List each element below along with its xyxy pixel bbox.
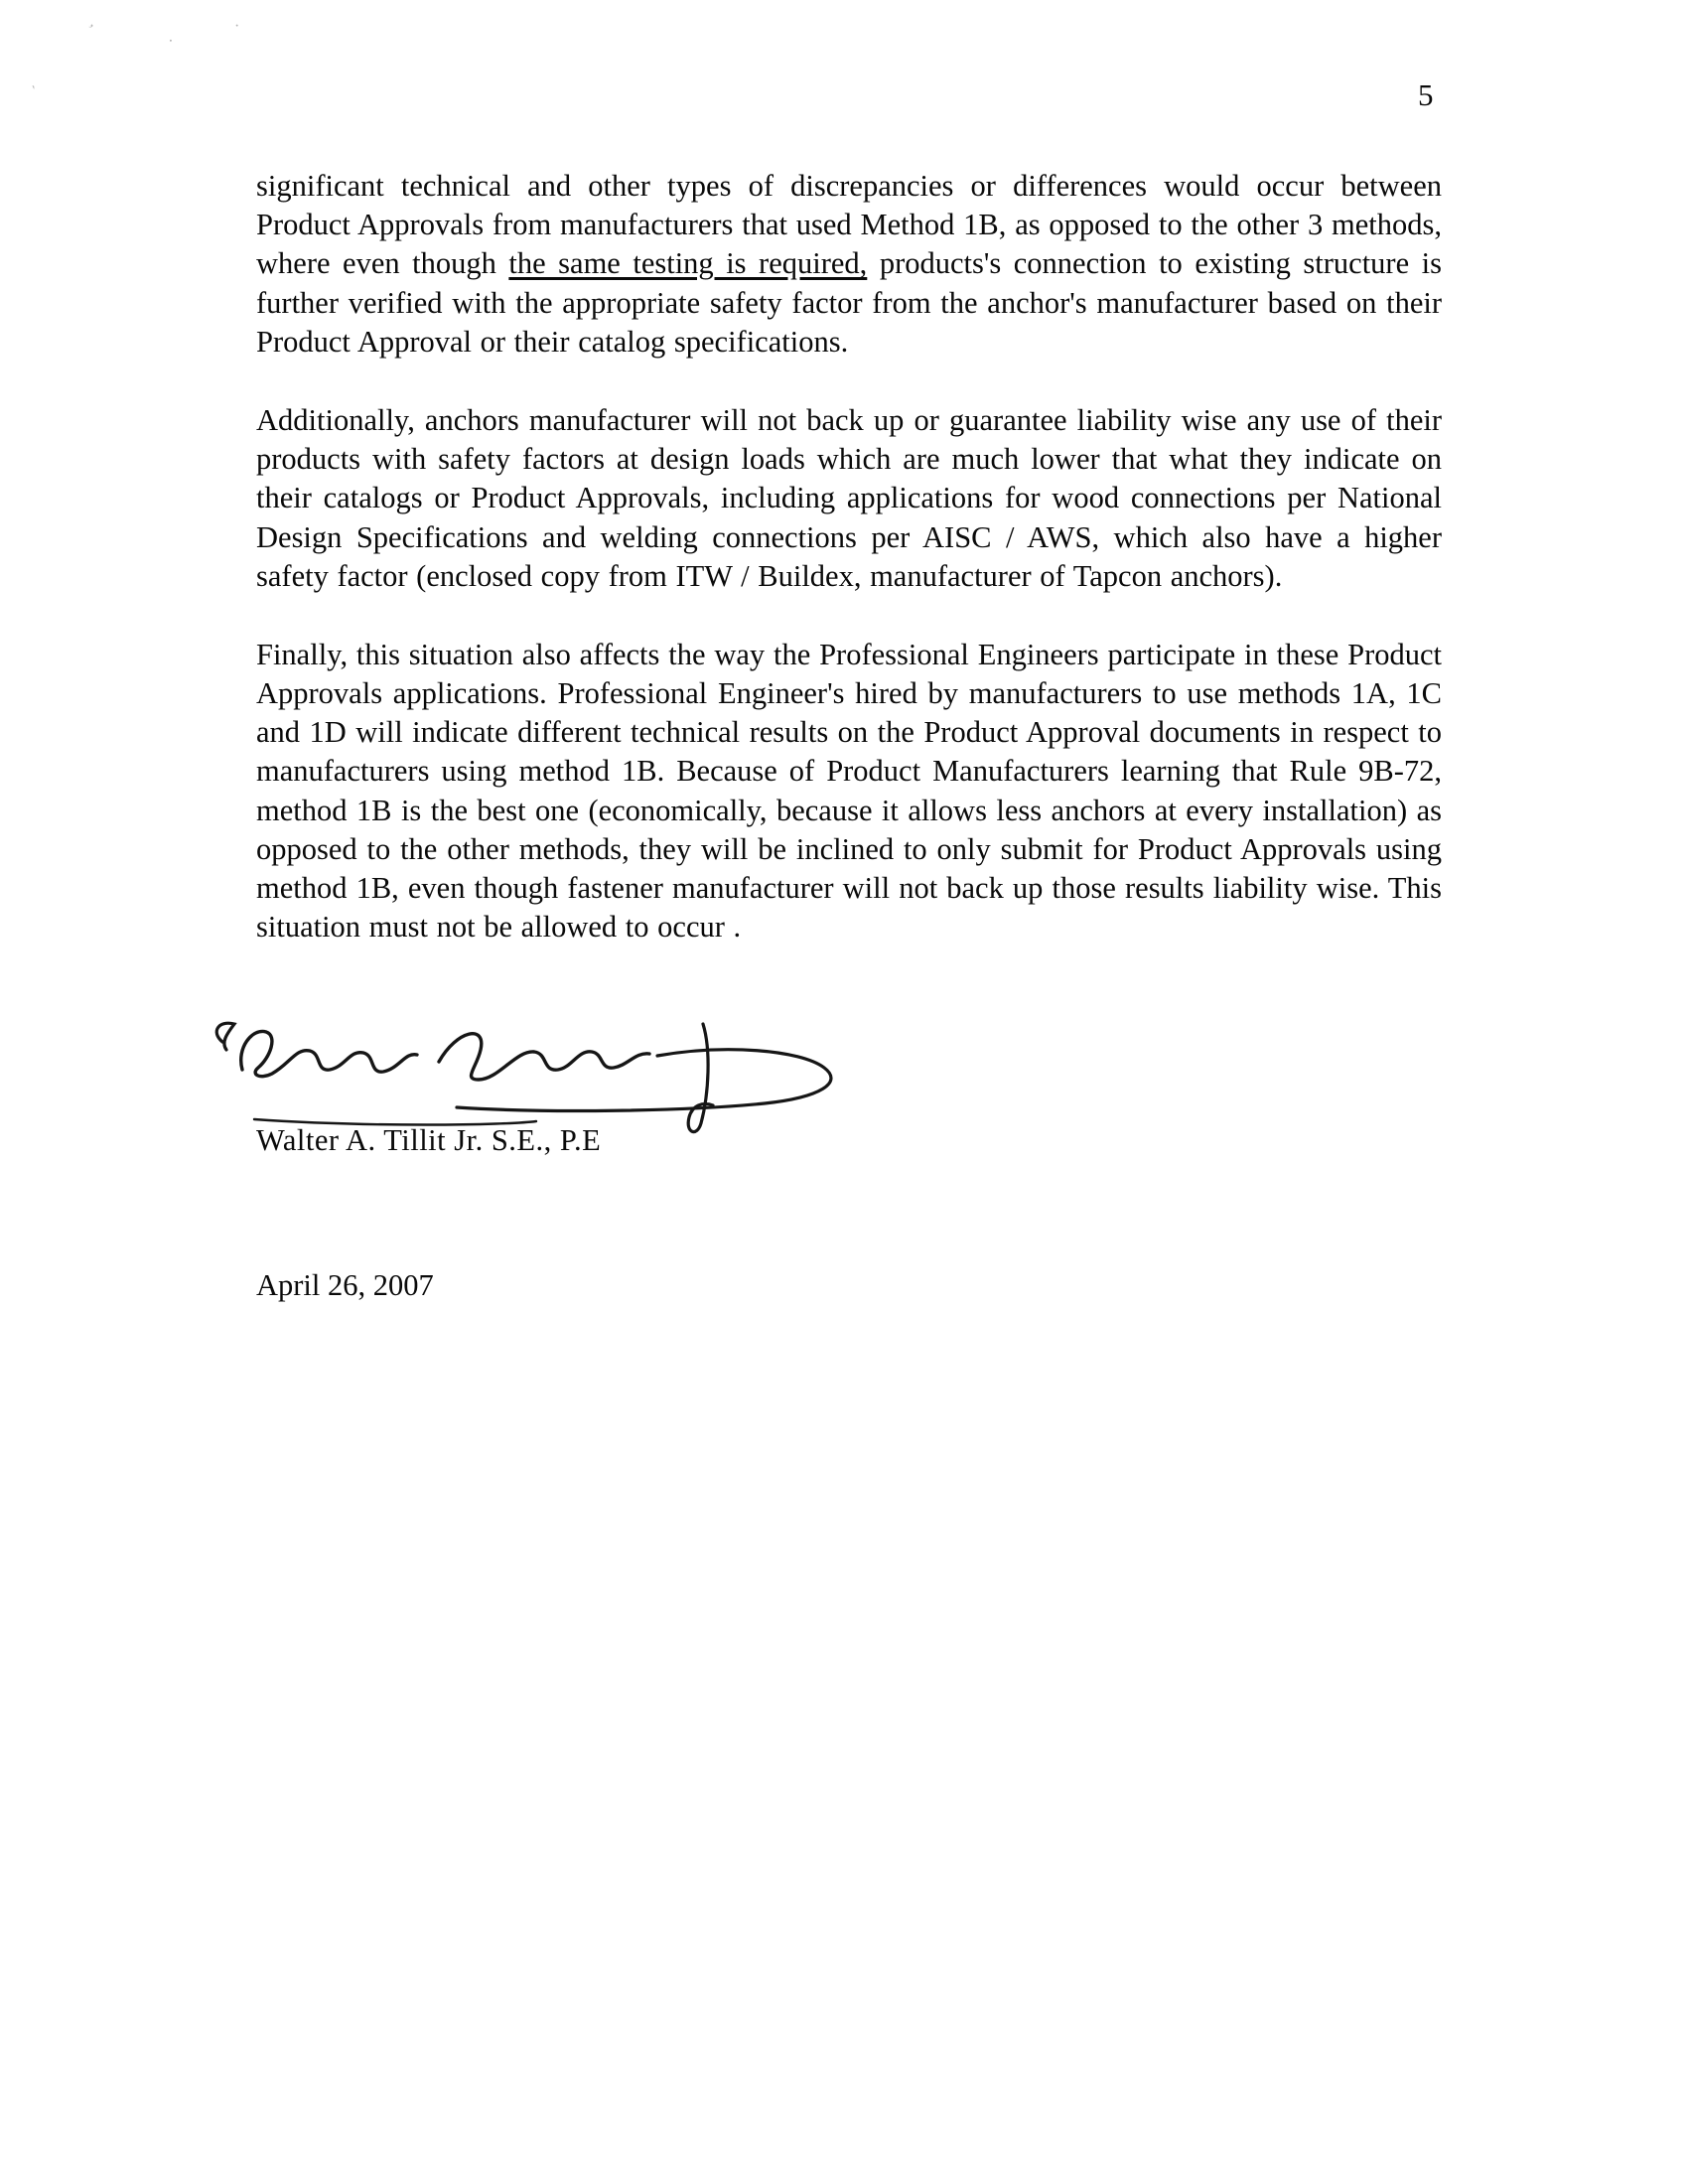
scan-artifact: · bbox=[161, 36, 179, 46]
underlined-phrase: the same testing is required, bbox=[508, 246, 868, 281]
scan-artifact: · bbox=[234, 18, 240, 35]
paragraph-3: Finally, this situation also affects the way the Professional Engineers participate in these Product Approvals applications. Professional Engineer's hired by manufacturers to use methods 1A, 1C and 1D will indicate different technical results on the Product Approval documents in respect to manufacturers using method 1B. Because of Product Manufacturers learning that Rule 9B-72, method 1B is the best one (economically, because it allows less anchors at every installation) as opposed to the other methods, they will be inclined to only submit for Product Approvals using method 1B, even though fastener manufacturer will not back up those results liability wise. This situation must not be allowed to occur . bbox=[256, 637, 1442, 945]
paragraph-2: Additionally, anchors manufacturer will not back up or guarantee liability wise any use of their products with safety factors at design loads which are much lower that what they indicate on their catalogs or Product Approvals, including applications for wood connections per National Design Specifications and welding connections per AISC / AWS, which also have a higher safety factor (enclosed copy from ITW / Buildex, manufacturer of Tapcon anchors). bbox=[256, 402, 1442, 593]
paragraph-1-text-before: significant technical and other types of discrepancies or differences would occur between Product Approvals from manufacturers that used Method 1B, as opposed to the other 3 methods, where even though bbox=[256, 169, 1442, 281]
paragraph-1-text-after: products's connection to existing structure is further verified with the appropriate safety factor from the anchor's manufacturer based on their Product Approval or their catalog specifications. bbox=[256, 246, 1442, 359]
scan-artifact: ` bbox=[24, 82, 38, 101]
letter-date: April 26, 2007 bbox=[256, 1268, 434, 1303]
scan-artifact: ‚ bbox=[86, 14, 102, 31]
page-number: 5 bbox=[1418, 77, 1434, 112]
paragraph-1 bbox=[256, 167, 1442, 362]
signature-block bbox=[256, 1012, 1442, 1201]
letter-body bbox=[256, 167, 1442, 1303]
signatory-name: Walter A. Tillit Jr. S.E., P.E bbox=[256, 1123, 602, 1158]
